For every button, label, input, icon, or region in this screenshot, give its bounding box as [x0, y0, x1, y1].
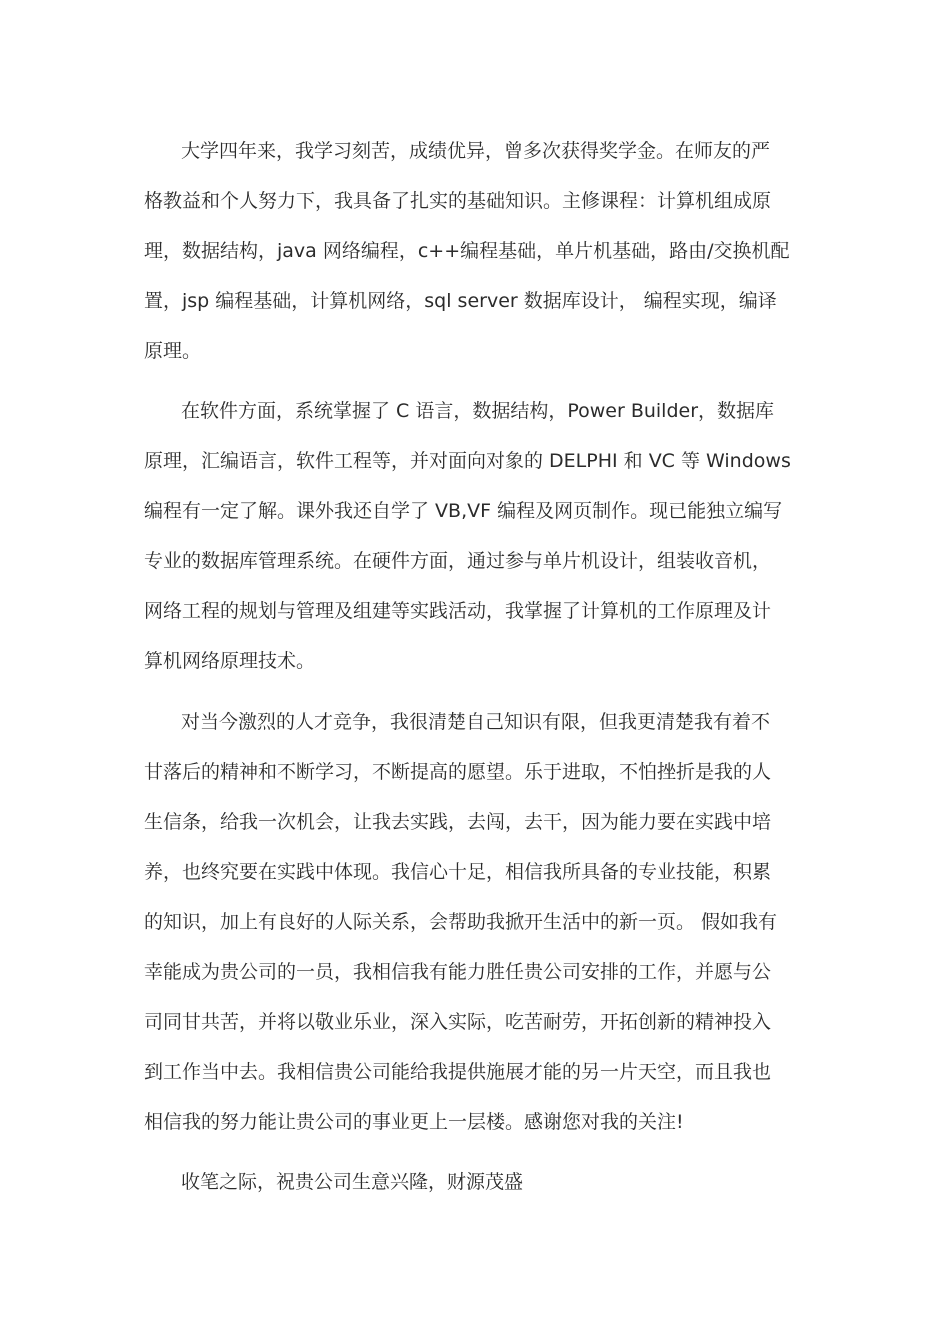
paragraph-line: 专业的数据库管理系统。在硬件方面，通过参与单片机设计，组装收音机， [144, 550, 772, 572]
paragraph-line: 格教益和个人努力下，我具备了扎实的基础知识。主修课程：计算机组成原 [144, 190, 772, 212]
paragraph-line: 养，也终究要在实践中体现。我信心十足，相信我所具备的专业技能，积累 [144, 861, 772, 883]
paragraph-line: 幸能成为贵公司的一员，我相信我有能力胜任贵公司安排的工作，并愿与公 [144, 961, 772, 983]
paragraph-line: 收笔之际，祝贵公司生意兴隆，财源茂盛 [181, 1171, 524, 1193]
paragraph-line: 置，jsp 编程基础，计算机网络，sql server 数据库设计， 编程实现，编译 [144, 290, 777, 312]
paragraph-line: 对当今激烈的人才竞争，我很清楚自己知识有限，但我更清楚我有着不 [181, 711, 771, 733]
paragraph-line: 司同甘共苦，并将以敬业乐业，深入实际，吃苦耐劳，开拓创新的精神投入 [144, 1011, 772, 1033]
paragraph-line: 编程有一定了解。课外我还自学了 VB,VF 编程及网页制作。现已能独立编写 [144, 500, 783, 522]
paragraph-line: 相信我的努力能让贵公司的事业更上一层楼。感谢您对我的关注! [144, 1111, 684, 1133]
paragraph-line: 大学四年来，我学习刻苦，成绩优异，曾多次获得奖学金。在师友的严 [181, 140, 771, 162]
paragraph-line: 算机网络原理技术。 [144, 650, 316, 672]
paragraph-line: 甘落后的精神和不断学习，不断提高的愿望。乐于进取，不怕挫折是我的人 [144, 761, 772, 783]
paragraph-line: 到工作当中去。我相信贵公司能给我提供施展才能的另一片天空，而且我也 [144, 1061, 772, 1083]
paragraph-line: 原理。 [144, 340, 202, 362]
paragraph-line: 生信条，给我一次机会，让我去实践，去闯，去干，因为能力要在实践中培 [144, 811, 772, 833]
paragraph-line: 理，数据结构，java 网络编程，c++编程基础，单片机基础，路由/交换机配 [144, 240, 790, 262]
paragraph-line: 的知识，加上有良好的人际关系，会帮助我掀开生活中的新一页。 假如我有 [144, 911, 778, 933]
paragraph-line: 在软件方面，系统掌握了 C 语言，数据结构，Power Builder，数据库 [181, 400, 775, 422]
paragraph-line: 原理，汇编语言，软件工程等，并对面向对象的 DELPHI 和 VC 等 Windows [144, 450, 791, 472]
paragraph-line: 网络工程的规划与管理及组建等实践活动，我掌握了计算机的工作原理及计 [144, 600, 772, 622]
